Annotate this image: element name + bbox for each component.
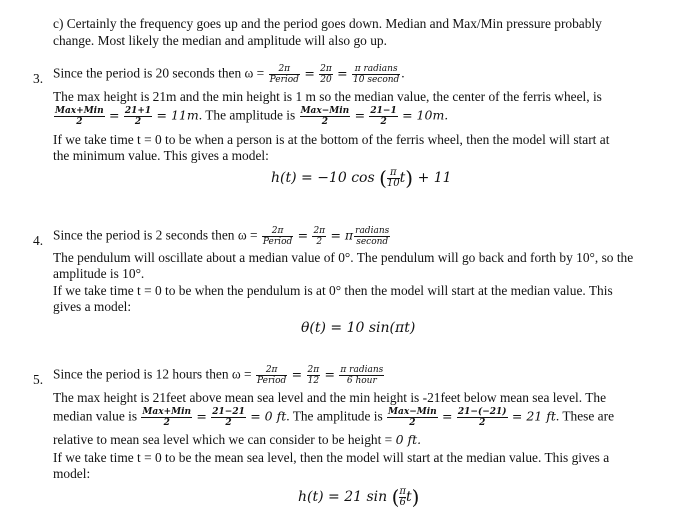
item-4-line-2: The pendulum will oscillate about a median value of 0°. The pendulum will go back and forth by 10°, so the xyxy=(53,250,634,265)
item-3-equals-2: = xyxy=(337,65,348,81)
item-5-fraction-3: π radians 6 hour xyxy=(340,365,384,386)
item-5-line-4-text: relative to mean sea level which we can consider to be height = xyxy=(53,432,393,447)
item-3-median-formula: Max+Min 2 xyxy=(55,106,104,127)
item-3-line-5: the minimum value. This gives a model: xyxy=(53,148,269,163)
item-3-lead: Since the period is 20 seconds then ω = xyxy=(53,65,265,81)
item-4-lead: Since the period is 2 seconds then ω = xyxy=(53,227,258,243)
item-5-amplitude-formula: Max−Min 2 xyxy=(388,407,437,428)
item-3-amplitude-result: = 10m. xyxy=(402,107,449,123)
item-3-model-equation: h(t) = −10 cos ( $\frac{\pi}{10}$ t) + 11 xyxy=(271,166,452,190)
item-4-line-4: If we take time t = 0 to be when the pendulum is at 0° then the model will start at the median value. This xyxy=(53,283,613,298)
item-3-fraction-2: $\frac{2\pi}{20}$ xyxy=(320,64,332,85)
item-3-model-left: h(t) = −10 cos xyxy=(271,170,375,186)
item-5-line-2: The max height is 21feet above mean sea level and the min height is -21feet below mean sea level. The xyxy=(53,390,607,405)
item-3-omega-line xyxy=(53,64,405,85)
item-4-fraction-3: radians second xyxy=(355,226,390,247)
item-3-equals-1: = xyxy=(304,65,315,81)
item-5-median-result: = 0 ft xyxy=(250,408,287,424)
item-5-lead: Since the period is 12 hours then ω = xyxy=(53,366,252,382)
item-5-amplitude-result: = 21 ft xyxy=(511,408,556,424)
item-c-line-1: c) Certainly the frequency goes up and the period goes down. Median and Max/Min pressure probably xyxy=(53,16,602,31)
item-3-model-fraction: $\frac{\pi}{10}$ xyxy=(386,166,400,189)
item-4-model-equation: θ(t) = 10 sin(πt) xyxy=(301,320,416,336)
item-5-median-amplitude-line: median value is Max+Min 2 = $\frac{21-21}{2}$ = 0 ft. The amplitude is Max−Min 2 = $\frac{21-(-21)}{2}$ = 21 ft. These are xyxy=(53,407,615,428)
item-3-fraction-1: 2π Period xyxy=(269,64,299,85)
item-5-model-equation: h(t) = 21 sin ( $\frac{\pi}{6}$ t) xyxy=(298,485,420,509)
item-4-fraction-2: $\frac{2\pi}{2}$ xyxy=(313,226,326,247)
item-3-amplitude-values: $\frac{21-1}{2}$ xyxy=(370,106,397,127)
item-5-model-t: t xyxy=(405,489,412,505)
item-3-period: . xyxy=(401,65,405,81)
item-3-line-4: If we take time t = 0 to be when a person is at the bottom of the ferris wheel, then the model will start at xyxy=(53,132,610,147)
item-3-model-right: + 11 xyxy=(417,170,452,186)
item-5-fraction-1: 2π Period xyxy=(256,365,287,386)
item-3-model-t: t xyxy=(399,170,406,186)
item-4-pi: = π xyxy=(330,227,354,243)
item-3-median-amplitude-line: Max+Min 2 = $\frac{21+1}{2}$ = 11m. The amplitude is Max−Min 2 = $\frac{21-1}{2}$ = 10m. xyxy=(55,106,449,127)
item-5-line-4 xyxy=(53,432,421,449)
item-3-amplitude-text: . The amplitude is xyxy=(198,107,296,123)
item-5-line-5: If we take time t = 0 to be the mean sea level, then the model will start at the median value. This gives a xyxy=(53,450,610,465)
item-c-line-2: change. Most likely the median and amplitude will also go up. xyxy=(53,33,387,48)
item-5-amplitude-text: . The amplitude is xyxy=(286,408,383,424)
item-5-model-fraction: $\frac{\pi}{6}$ xyxy=(399,485,406,508)
item-5-model-left: h(t) = 21 sin xyxy=(298,489,388,505)
item-4-line-5: gives a model: xyxy=(53,299,132,314)
item-5-tail: . These are xyxy=(555,408,615,424)
item-5-fraction-2: $\frac{2\pi}{12}$ xyxy=(307,365,320,386)
item-4-omega-line: Since the period is 2 seconds then ω = 2π Period = $\frac{2\pi}{2}$ = π radians second xyxy=(53,226,390,247)
item-4-line-3: amplitude is 10°. xyxy=(53,266,145,281)
item-3-number: 3. xyxy=(33,71,44,86)
item-5-median-values: $\frac{21-21}{2}$ xyxy=(212,407,245,428)
item-5-amplitude-values: $\frac{21-(-21)}{2}$ xyxy=(457,407,507,428)
item-4-number: 4. xyxy=(33,233,44,248)
item-3-amplitude-formula: Max−Min 2 xyxy=(300,106,350,127)
item-3-median-result: = 11m xyxy=(156,107,199,123)
item-5-number: 5. xyxy=(33,372,44,387)
item-5-line-4-value: 0 ft. xyxy=(395,432,422,447)
item-5-median-formula: Max+Min 2 xyxy=(142,407,192,428)
item-5-omega-line: Since the period is 12 hours then ω = 2π Period = $\frac{2\pi}{12}$ = π radians 6 hour xyxy=(53,365,384,386)
item-4-fraction-1: 2π Period xyxy=(262,226,293,247)
item-3-median-values: $\frac{21+1}{2}$ xyxy=(124,106,152,127)
item-5-median-text: median value is xyxy=(53,408,138,424)
item-5-line-6: model: xyxy=(53,466,91,481)
item-3-line-2: The max height is 21m and the min height is 1 m so the median value, the center of the ferris wheel, is xyxy=(53,89,602,104)
item-3-fraction-3: π radians 10 second xyxy=(353,64,400,85)
